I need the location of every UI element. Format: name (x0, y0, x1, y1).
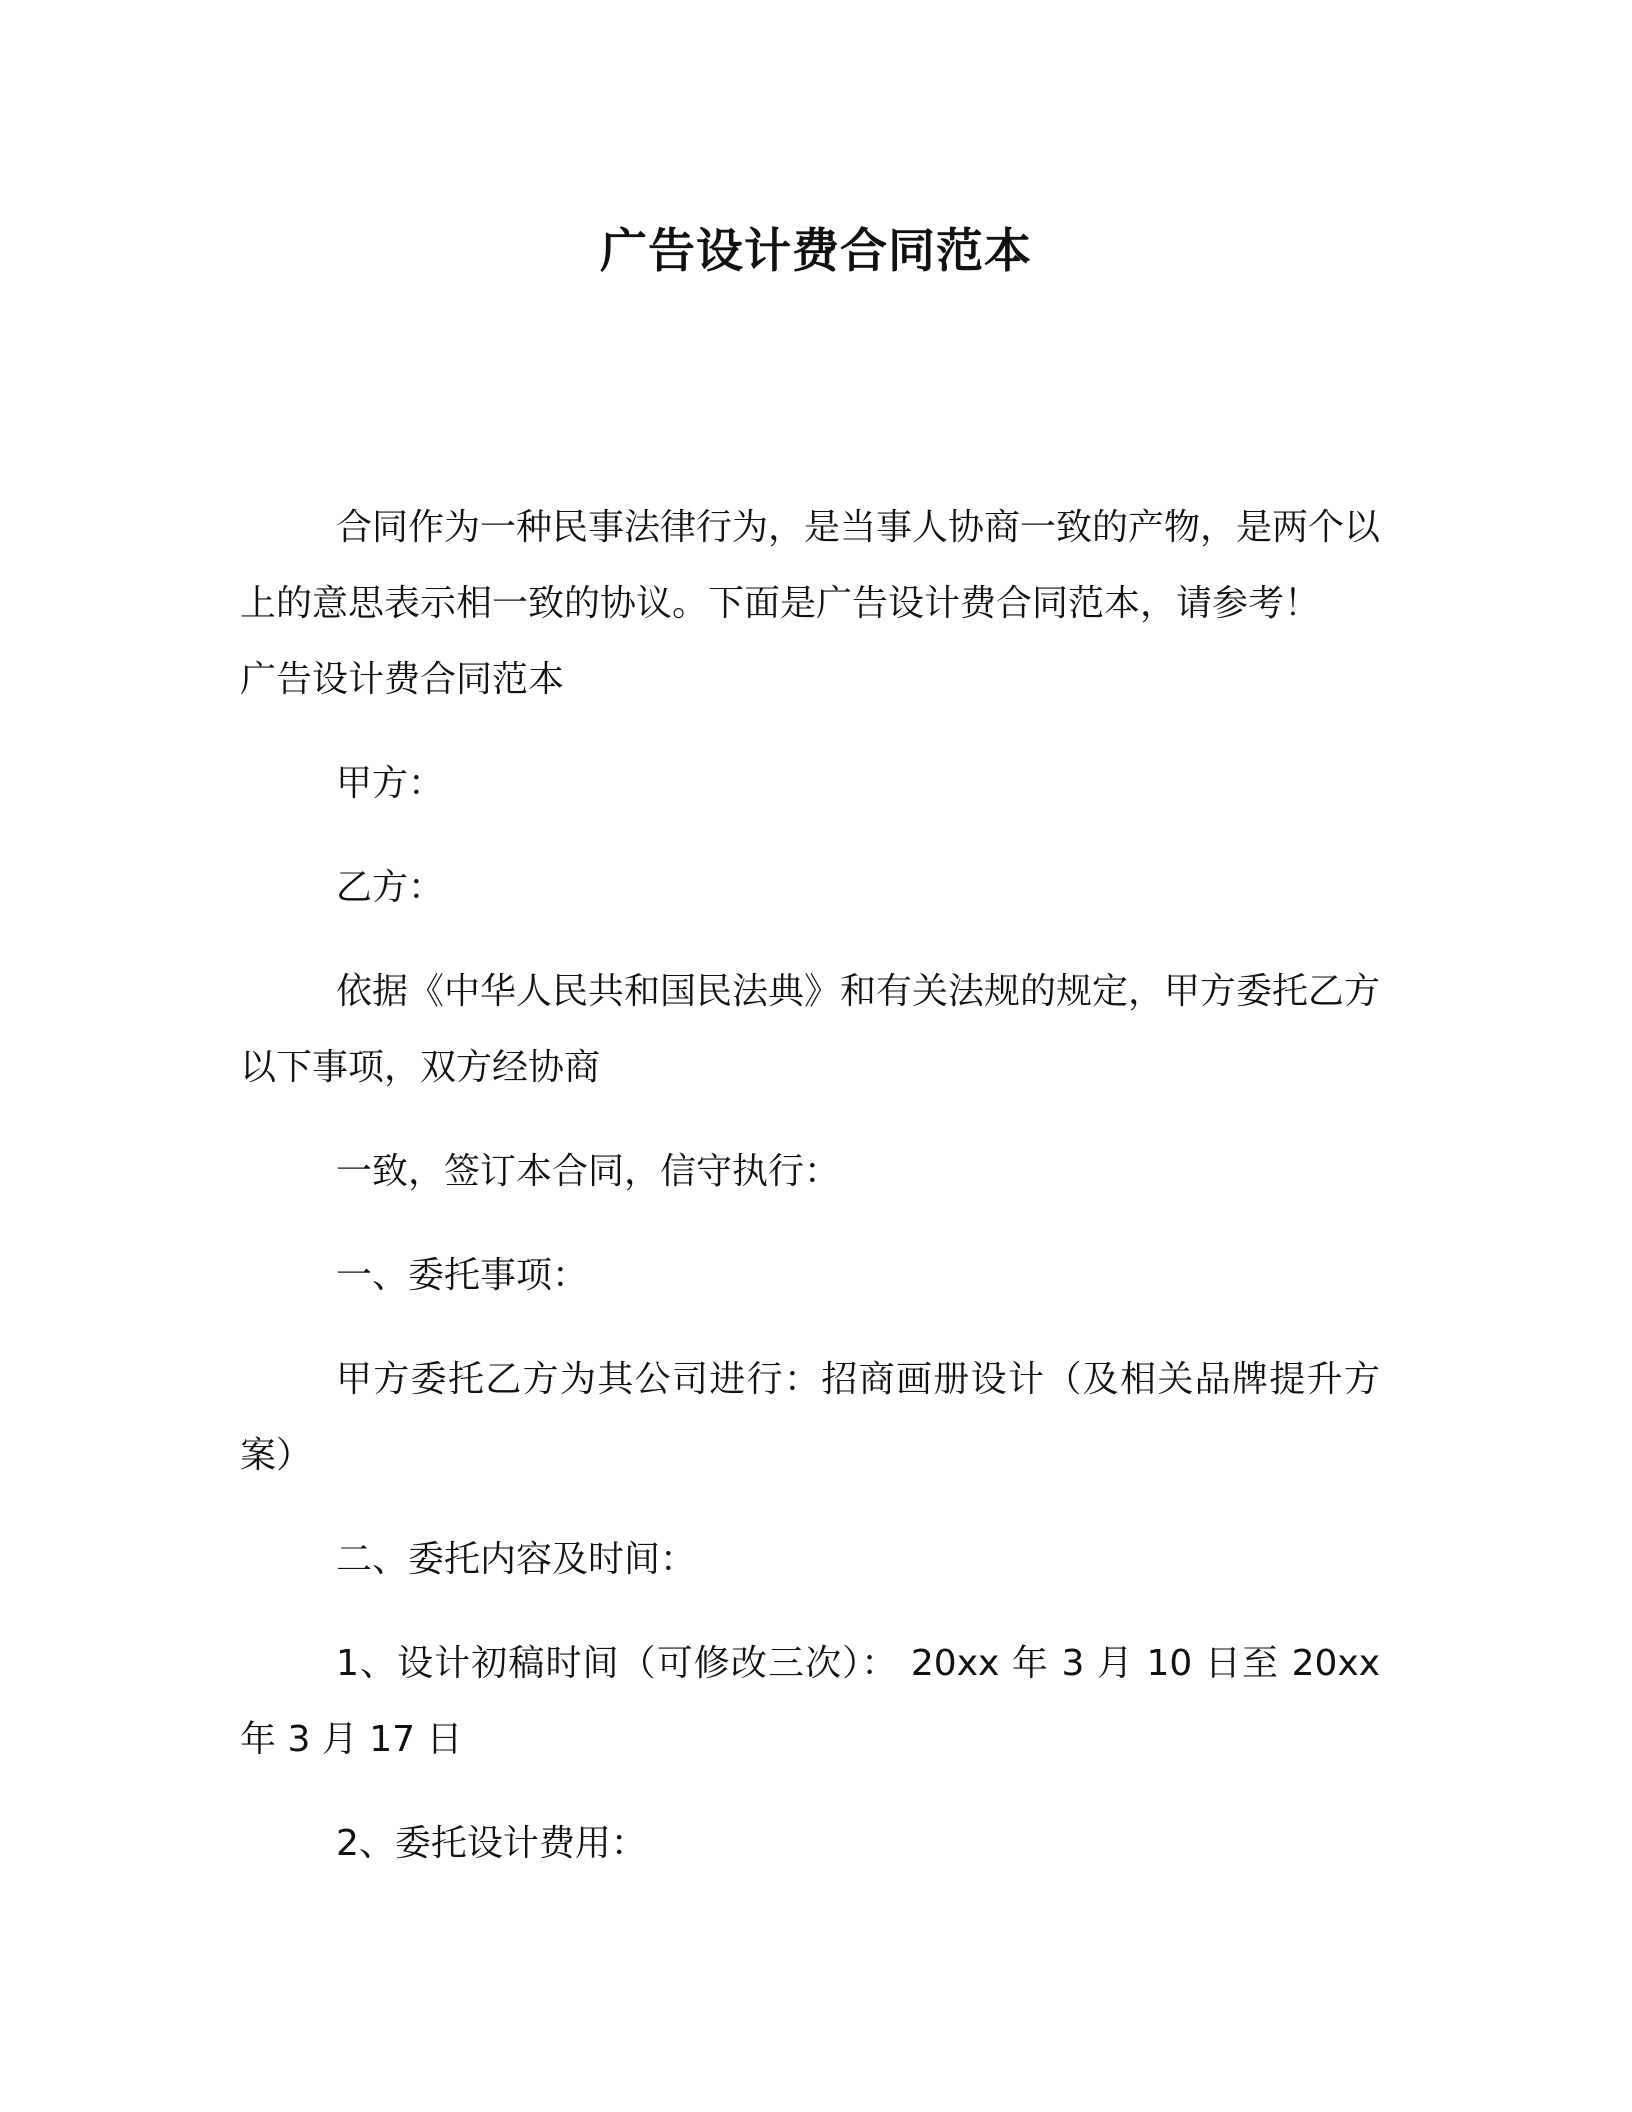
subtitle-line: 广告设计费合同范本 (240, 659, 565, 700)
document-title: 广告设计费合同范本 (600, 224, 1032, 279)
legal-basis-paragraph: 依据《中华人民共和国民法典》和有关法规的规定，甲方委托乙方以下事项，双方经协商 (240, 971, 1381, 1088)
section-heading-content-and-time: 二、委托内容及时间： (336, 1539, 697, 1580)
section-heading-entrusted-matters: 一、委托事项： (336, 1255, 589, 1296)
design-draft-time-item: 1、设计初稿时间（可修改三次）： 20xx 年 3 月 10 日至 20xx 年 3 月 17 日 (240, 1643, 1380, 1760)
agreement-line: 一致，签订本合同，信守执行： (336, 1151, 841, 1192)
intro-paragraph: 合同作为一种民事法律行为，是当事人协商一致的产物，是两个以上的意思表示相一致的协议。下面是广告设计费合同范本，请参考！ (240, 507, 1381, 624)
party-b-line: 乙方： (336, 867, 445, 908)
document-body (240, 490, 1380, 1882)
entrusted-matter-paragraph: 甲方委托乙方为其公司进行：招商画册设计（及相关品牌提升方案） (240, 1359, 1380, 1476)
party-a-line: 甲方： (336, 763, 445, 804)
design-fee-item: 2、委托设计费用： (336, 1823, 647, 1864)
